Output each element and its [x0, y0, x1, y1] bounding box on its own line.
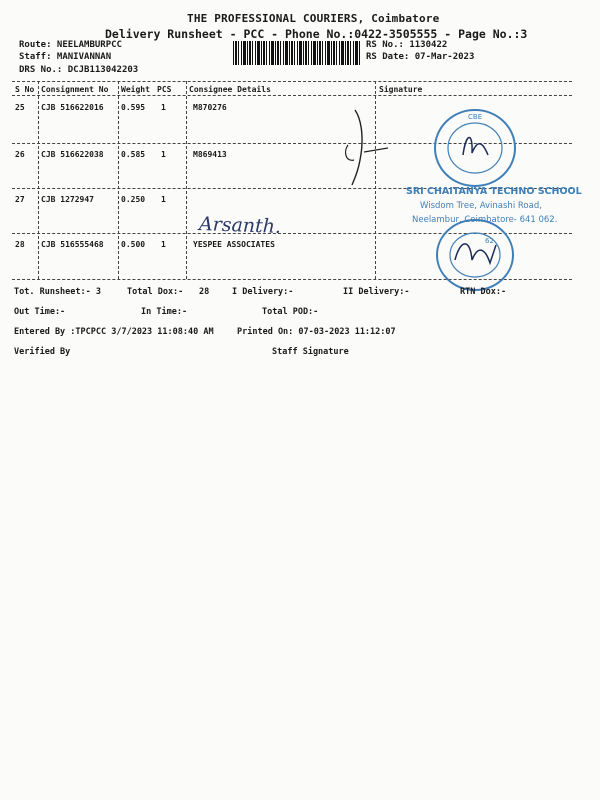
row-consignment: CJB 1272947: [41, 195, 94, 204]
drs-label: DRS No.: DCJB113042203: [19, 65, 139, 75]
column-header-sno: S No: [15, 85, 35, 94]
staff-signature: Staff Signature: [272, 347, 349, 357]
column-header-consignee: Consignee Details: [189, 85, 271, 94]
i-delivery: I Delivery:-: [232, 287, 294, 297]
row-consignee: YESPEE ASSOCIATES: [193, 240, 275, 249]
table-top-rule: [12, 81, 572, 82]
runsheet-title: Delivery Runsheet - PCC - Phone No.:0422-3505555 - Page No.:3: [105, 27, 528, 41]
table-header-rule: [12, 95, 572, 96]
row-pcs: 1: [161, 240, 166, 249]
total-pod: Total POD:-: [262, 307, 319, 317]
svg-text:CBE: CBE: [468, 113, 483, 121]
rs-number: RS No.: 1130422: [366, 40, 448, 50]
school-stamp-address: Wisdom Tree, Avinashi Road,: [420, 201, 542, 211]
row-consignee: M870276: [193, 103, 227, 112]
rs-date: RS Date: 07-Mar-2023: [366, 52, 475, 62]
total-dox-value: 28: [199, 287, 210, 297]
column-divider: [38, 81, 39, 279]
row-sno: 25: [15, 103, 25, 112]
round-stamp-icon: [428, 103, 523, 193]
row-consignee: M869413: [193, 150, 227, 159]
column-divider: [118, 81, 119, 279]
row-pcs: 1: [161, 195, 166, 204]
svg-text:Arsanth.: Arsanth.: [198, 213, 282, 238]
row-weight: 0.500: [121, 240, 146, 249]
entered-by: Entered By :TPCPCC 3/7/2023 11:08:40 AM: [14, 327, 214, 337]
row-weight: 0.585: [121, 150, 146, 159]
barcode: [233, 41, 360, 65]
printed-on: Printed On: 07-03-2023 11:12:07: [237, 327, 396, 337]
column-divider: [186, 81, 187, 279]
ii-delivery: II Delivery:-: [343, 287, 410, 297]
row-consignment: CJB 516622016: [41, 103, 104, 112]
school-stamp-name: SRI CHAITANYA TECHNO SCHOOL: [406, 186, 582, 197]
row-weight: 0.595: [121, 103, 146, 112]
row-weight: 0.250: [121, 195, 146, 204]
row-sno: 26: [15, 150, 25, 159]
row-sno: 28: [15, 240, 25, 249]
round-stamp-icon: [430, 215, 520, 295]
column-header-consignment: Consignment No: [41, 85, 109, 94]
verified-by: Verified By: [14, 347, 71, 357]
route-label: Route: NEELAMBURPCC: [19, 40, 122, 50]
column-header-pcs: PCS: [157, 85, 172, 94]
rtn-dox: RTN Dox:-: [460, 287, 507, 297]
company-title: THE PROFESSIONAL COURIERS, Coimbatore: [187, 12, 440, 25]
column-header-signature: Signature: [379, 85, 423, 94]
column-header-weight: Weight: [121, 85, 150, 94]
school-stamp-city: Neelambur, Coimbatore- 641 062.: [412, 215, 558, 225]
row-consignment: CJB 516555468: [41, 240, 104, 249]
row-pcs: 1: [161, 150, 166, 159]
row-consignment: CJB 516622038: [41, 150, 104, 159]
out-time: Out Time:-: [14, 307, 66, 317]
total-dox-label: Total Dox:-: [127, 287, 184, 297]
signature-dash: [362, 140, 392, 160]
receiver-handwriting: [195, 210, 325, 242]
staff-label: Staff: MANIVANNAN: [19, 52, 112, 62]
row-sno: 27: [15, 195, 25, 204]
total-runsheet: Tot. Runsheet:- 3: [14, 287, 101, 297]
svg-text:62: 62: [485, 237, 494, 245]
in-time: In Time:-: [141, 307, 188, 317]
row-pcs: 1: [161, 103, 166, 112]
